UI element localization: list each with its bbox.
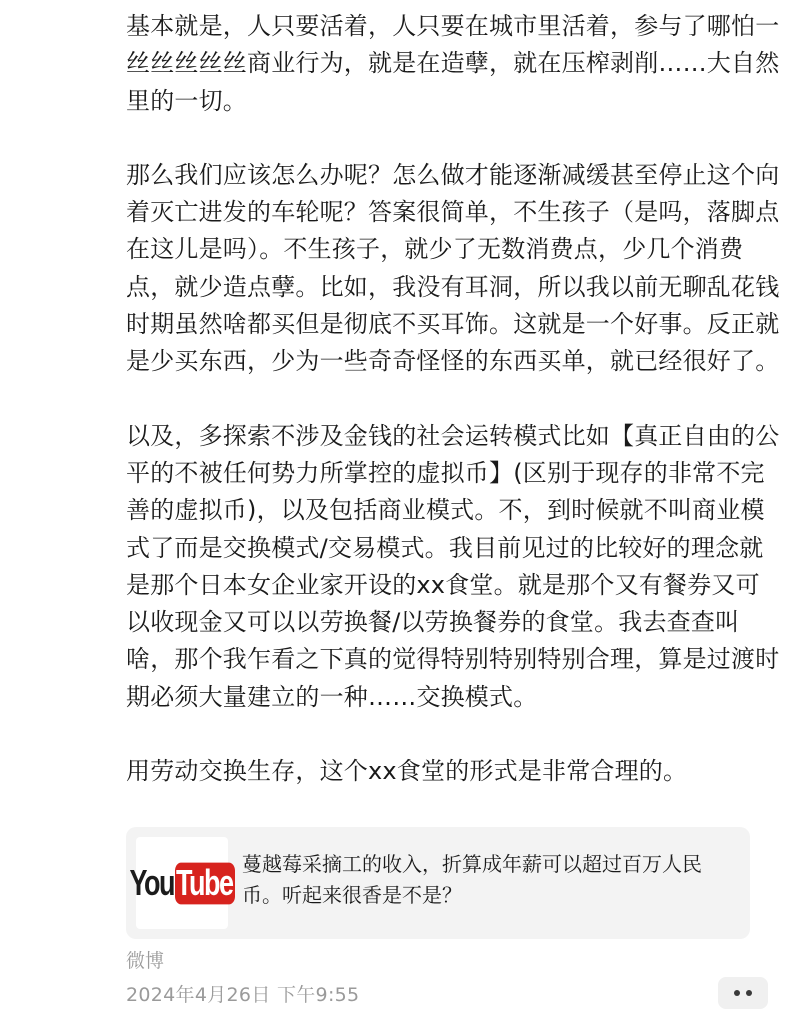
youtube-logo-you: You [129,862,174,903]
youtube-logo-tube: Tube [176,862,233,903]
link-preview-text: 蔓越莓采摘工的收入，折算成年薪可以超过百万人民币。听起来很香是不是？ [242,852,702,907]
more-dots-icon [734,990,740,996]
link-preview-card[interactable] [126,827,750,939]
post-paragraph: 以及，多探索不涉及金钱的社会运转模式比如【真正自由的公平的不被任何势力所掌控的虚拟币】(区别于现存的非常不完善的虚拟币)，以及包括商业模式。不，到时候就不叫商业模式了而是交换模式/交易模式。我目前见过的比较好的理念就是那个日本女企业家开设的xx食堂。就是那个又有餐券又可以收现金又可以以劳换餐/以劳换餐券的食堂。我去查查叫啥，那个我乍看之下真的觉得特别特别特别合理，算是过渡时期必须大量建立的一种……交换模式。 [126,421,780,711]
youtube-logo-thumbnail [129,837,233,929]
post-paragraph: 用劳动交换生存，这个xx食堂的形式是非常合理的。 [126,757,688,786]
post-paragraph: 基本就是，人只要活着，人只要在城市里活着，参与了哪怕一丝丝丝丝丝商业行为，就是在造孽，就在压榨剥削……大自然里的一切。 [126,12,780,115]
post-timestamp: 2024年4月26日 下午9:55 [126,984,360,1006]
more-dots-icon [746,990,752,996]
more-options-button[interactable] [718,977,768,1009]
post-source[interactable]: 微博 [126,950,165,972]
post-body [126,8,782,790]
post-paragraph: 那么我们应该怎么办呢？怎么做才能逐渐减缓甚至停止这个向着灭亡进发的车轮呢？答案很简单，不生孩子（是吗，落脚点在这儿是吗）。不生孩子，就少了无数消费点，少几个消费点，就少造点孽。比如，我没有耳洞，所以我以前无聊乱花钱时期虽然啥都买但是彻底不买耳饰。这就是一个好事。反正就是少买东西，少为一些奇奇怪怪的东西买单，就已经很好了。 [126,160,780,376]
youtube-logo-icon [130,862,235,904]
